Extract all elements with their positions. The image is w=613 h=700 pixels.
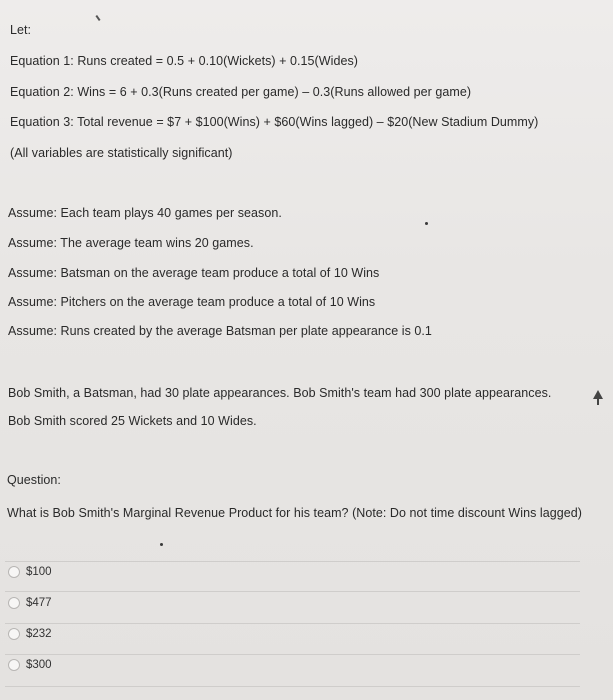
radio-button[interactable] <box>8 659 20 671</box>
radio-button[interactable] <box>8 597 20 609</box>
option-label: $477 <box>26 597 52 609</box>
stray-mark <box>95 15 100 21</box>
option-label: $300 <box>26 659 52 671</box>
assumption-2: Assume: The average team wins 20 games. <box>8 236 254 250</box>
option-100[interactable] <box>8 566 52 578</box>
intro-label: Let: <box>10 23 32 37</box>
scenario-line-2: Bob Smith scored 25 Wickets and 10 Wides. <box>8 414 257 428</box>
assumption-4: Assume: Pitchers on the average team produce a total of 10 Wins <box>8 295 376 309</box>
radio-button[interactable] <box>8 566 20 578</box>
option-label: $232 <box>26 628 52 640</box>
speck <box>425 222 428 225</box>
scenario-line-1: Bob Smith, a Batsman, had 30 plate appearances. Bob Smith's team had 300 plate appearances. <box>8 386 552 400</box>
option-232[interactable] <box>8 628 52 640</box>
option-divider <box>5 623 580 624</box>
speck <box>160 543 163 546</box>
option-300[interactable] <box>8 659 52 671</box>
cursor-stem <box>597 398 599 405</box>
question-label: Question: <box>7 473 61 487</box>
option-divider <box>5 561 580 562</box>
assumption-5: Assume: Runs created by the average Batsman per plate appearance is 0.1 <box>8 324 432 338</box>
assumption-3: Assume: Batsman on the average team produce a total of 10 Wins <box>8 266 380 280</box>
equation-3: Equation 3: Total revenue = $7 + $100(Wins) + $60(Wins lagged) – $20(New Stadium Dummy) <box>10 115 539 129</box>
option-divider <box>5 686 580 687</box>
equation-2: Equation 2: Wins = 6 + 0.3(Runs created per game) – 0.3(Runs allowed per game) <box>10 85 472 99</box>
option-label: $100 <box>26 566 52 578</box>
significance-note: (All variables are statistically significant) <box>10 146 233 160</box>
radio-button[interactable] <box>8 628 20 640</box>
question-text: What is Bob Smith's Marginal Revenue Product for his team? (Note: Do not time discount Wins lagged) <box>7 506 582 520</box>
assumption-1: Assume: Each team plays 40 games per season. <box>8 206 282 220</box>
equation-1: Equation 1: Runs created = 0.5 + 0.10(Wickets) + 0.15(Wides) <box>10 54 358 68</box>
option-divider <box>5 591 580 592</box>
option-477[interactable] <box>8 597 52 609</box>
option-divider <box>5 654 580 655</box>
